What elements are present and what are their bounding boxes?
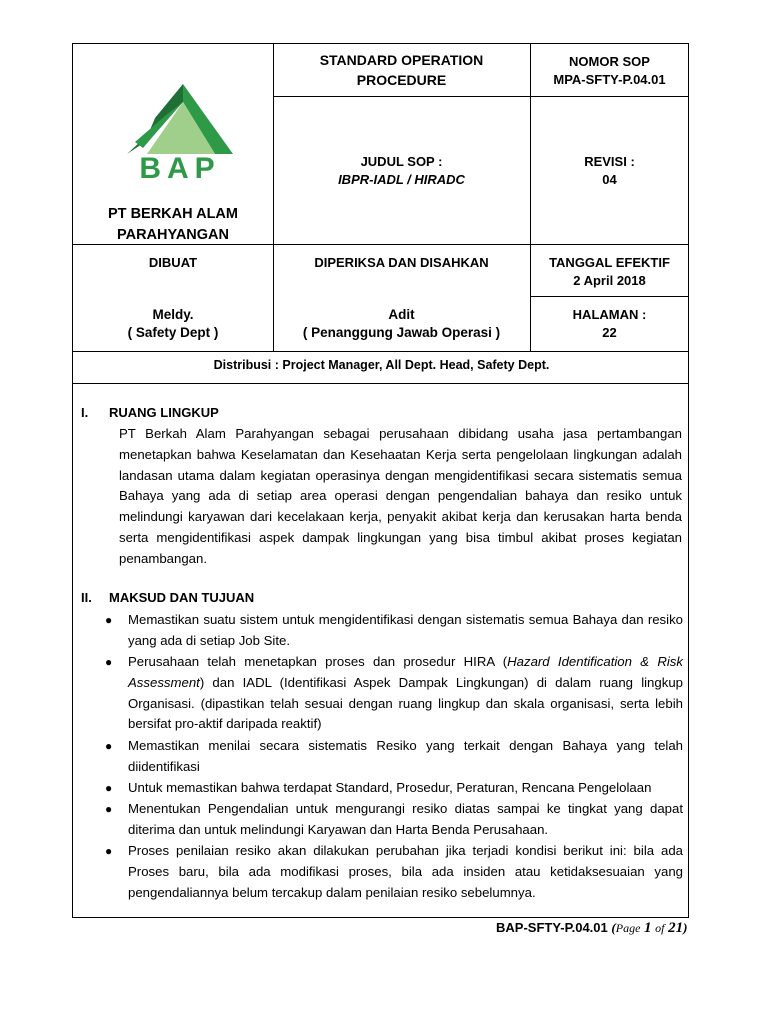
list-item: ● Memastikan suatu sistem untuk mengidentifikasi dengan sistematis semua Bahaya dan resiko yang ada di setiap Job Site. bbox=[105, 612, 683, 648]
company-name: PT BERKAH ALAM PARAHYANGAN bbox=[108, 206, 238, 243]
grid-line bbox=[73, 351, 689, 352]
bullet-icon: ● bbox=[105, 655, 113, 670]
bullet-icon: ● bbox=[105, 613, 113, 627]
bullet-icon: ● bbox=[105, 780, 113, 795]
dibuat-signatory: Meldy. ( Safety Dept ) bbox=[127, 307, 219, 340]
sop-document-frame bbox=[72, 43, 689, 918]
bullet-icon: ● bbox=[105, 802, 113, 817]
judul-sop: JUDUL SOP : IBPR-IADL / HIRADC bbox=[338, 154, 465, 187]
logo-text: BAP bbox=[139, 152, 221, 182]
tanggal-efektif: TANGGAL EFEKTIF 2 April 2018 bbox=[549, 255, 670, 288]
list-item: ● Memastikan menilai secara sistematis Resiko yang terkait dengan Bahaya yang telah diidentifikasi bbox=[105, 737, 683, 774]
list-item: ● Menentukan Pengendalian untuk mengurangi resiko diatas sampai ke tingkat yang dapat diterima dan untuk melindungi Karyawan dan Harta Benda Perusahaan. bbox=[105, 801, 683, 837]
grid-line bbox=[273, 96, 689, 97]
list-item: ● Untuk memastikan bahwa terdapat Standard, Prosedur, Peraturan, Rencana Pengelolaan bbox=[103, 778, 683, 799]
list-item: ● Perusahaan telah menetapkan proses dan prosedur HIRA (Hazard Identification & Risk Assessment) dan IADL (Identifikasi Aspek Dampak Lingkungan) di dalam ruang lingkup Organisasi. (dipastikan telah sesuai dengan ruang lingkup dan skala organisasi, serta lebih bersifat pro-aktif daripada reaktif) bbox=[105, 654, 683, 732]
section-body-ruang-lingkup: PT Berkah Alam Parahyangan sebagai perusahaan dibidang usaha jasa pertambangan menetapkan bahwa Keselamatan dan Kesehaatan Kerja serta pengelolaan lingkungan adalah landasan utama dalam kegiatan operasinya dengan mengidentifikasi secara sistematis semua Bahaya yang ada di setiap area operasi dengan pengendalian bahaya dan resiko untuk melindungi karyawan dari kecelakaan kerja, penyakit akibat kerja dan kerusakan harta benda serta mengidentifikasi aspek dampak lingkungan yang bisa timbul akibat proses kegiatan penambangan. bbox=[119, 426, 682, 566]
objectives-list bbox=[103, 610, 683, 904]
distribution-line: Distribusi : Project Manager, All Dept. Head, Safety Dept. bbox=[213, 358, 550, 372]
diperiksa-label: DIPERIKSA DAN DISAHKAN bbox=[314, 255, 489, 270]
nomor-sop: NOMOR SOP MPA-SFTY-P.04.01 bbox=[553, 54, 666, 87]
bullet-icon: ● bbox=[105, 738, 113, 753]
section-title-ruang-lingkup: I. RUANG LINGKUP bbox=[81, 405, 219, 420]
halaman: HALAMAN : 22 bbox=[572, 307, 647, 340]
diperiksa-signatory: Adit ( Penanggung Jawab Operasi ) bbox=[302, 307, 501, 340]
revisi: REVISI : 04 bbox=[584, 154, 635, 187]
dibuat-label: DIBUAT bbox=[148, 255, 198, 270]
list-item: ● Proses penilaian resiko akan dilakukan perubahan jika terjadi kondisi berikut ini: bila ada Proses baru, bila ada modifikasi proses, bila ada insiden atau ketidaksesuaian yang pengendaliannya belum tercakup dalam penilaian resiko sebelumnya. bbox=[105, 843, 683, 900]
section-title-maksud-tujuan: II. MAKSUD DAN TUJUAN bbox=[81, 590, 255, 605]
grid-line bbox=[530, 296, 689, 297]
page-footer: BAP-SFTY-P.04.01 (Page 1 of 21) bbox=[496, 920, 688, 936]
sop-title: STANDARD OPERATION PROCEDURE bbox=[319, 52, 484, 88]
bap-logo-icon bbox=[125, 82, 235, 182]
bullet-icon: ● bbox=[105, 844, 113, 859]
grid-line bbox=[73, 383, 689, 384]
